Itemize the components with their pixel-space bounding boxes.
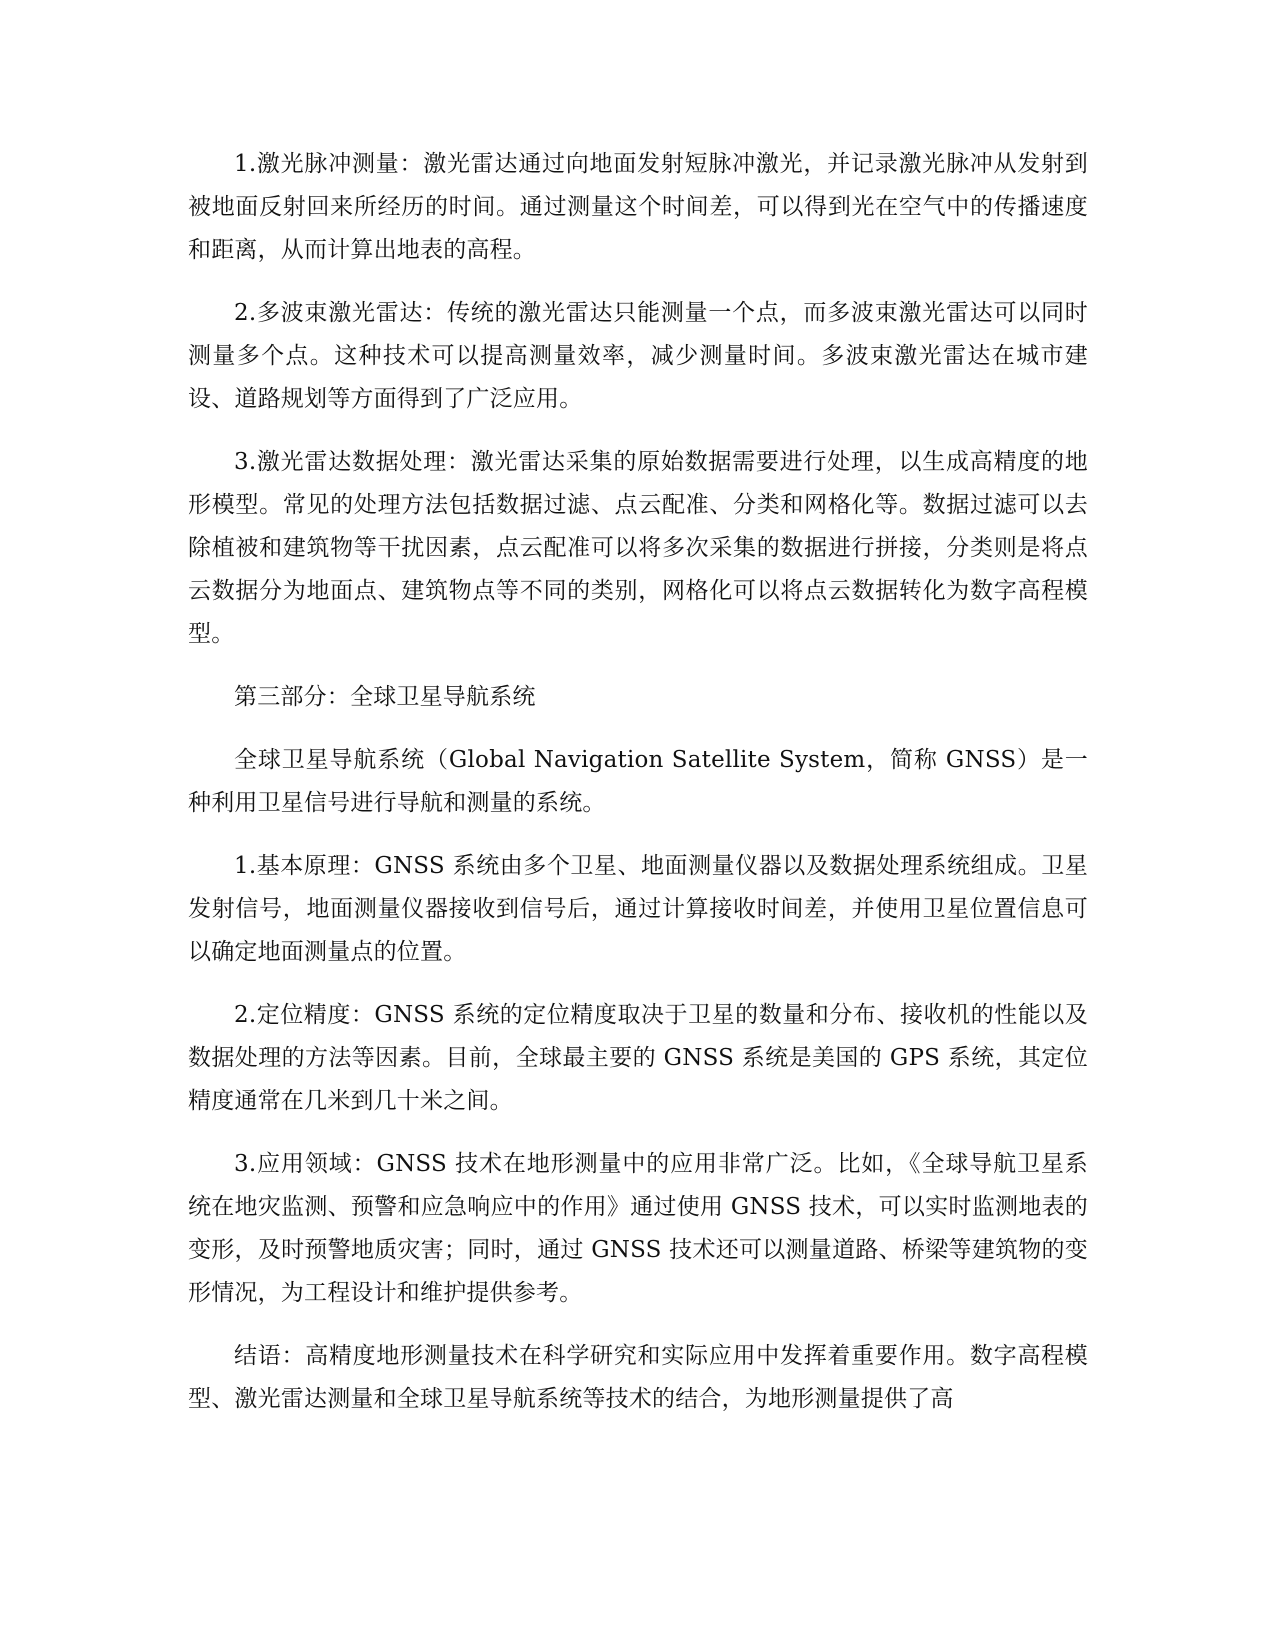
paragraph-gnss-intro: 全球卫星导航系统（Global Navigation Satellite System，简称 GNSS）是一种利用卫星信号进行导航和测量的系统。 bbox=[188, 747, 1088, 816]
paragraph-multibeam-lidar: 2.多波束激光雷达：传统的激光雷达只能测量一个点，而多波束激光雷达可以同时测量多个点。这种技术可以提高测量效率，减少测量时间。多波束激光雷达在城市建设、道路规划等方面得到了广泛应用。 bbox=[188, 300, 1088, 412]
paragraph-gnss-applications: 3.应用领域：GNSS 技术在地形测量中的应用非常广泛。比如，《全球导航卫星系统在地灾监测、预警和应急响应中的作用》通过使用 GNSS 技术，可以实时监测地表的变形，及时预警地质灾害；同时，通过 GNSS 技术还可以测量道路、桥梁等建筑物的变形情况，为工程设计和维护提供参考。 bbox=[188, 1151, 1088, 1306]
paragraph-conclusion: 结语：高精度地形测量技术在科学研究和实际应用中发挥着重要作用。数字高程模型、激光雷达测量和全球卫星导航系统等技术的结合，为地形测量提供了高 bbox=[188, 1343, 1088, 1412]
paragraph-gnss-principle: 1.基本原理：GNSS 系统由多个卫星、地面测量仪器以及数据处理系统组成。卫星发射信号，地面测量仪器接收到信号后，通过计算接收时间差，并使用卫星位置信息可以确定地面测量点的位置。 bbox=[188, 853, 1088, 965]
paragraph-laser-pulse: 1.激光脉冲测量：激光雷达通过向地面发射短脉冲激光，并记录激光脉冲从发射到被地面反射回来所经历的时间。通过测量这个时间差，可以得到光在空气中的传播速度和距离，从而计算出地表的高程。 bbox=[188, 151, 1088, 263]
document-body bbox=[188, 143, 1088, 1441]
paragraph-lidar-processing: 3.激光雷达数据处理：激光雷达采集的原始数据需要进行处理，以生成高精度的地形模型。常见的处理方法包括数据过滤、点云配准、分类和网格化等。数据过滤可以去除植被和建筑物等干扰因素，点云配准可以将多次采集的数据进行拼接，分类则是将点云数据分为地面点、建筑物点等不同的类别，网格化可以将点云数据转化为数字高程模型。 bbox=[188, 449, 1088, 647]
paragraph-gnss-accuracy: 2.定位精度：GNSS 系统的定位精度取决于卫星的数量和分布、接收机的性能以及数据处理的方法等因素。目前，全球最主要的 GNSS 系统是美国的 GPS 系统，其定位精度通常在几米到几十米之间。 bbox=[188, 1002, 1088, 1114]
section-heading-gnss: 第三部分：全球卫星导航系统 bbox=[234, 684, 536, 710]
